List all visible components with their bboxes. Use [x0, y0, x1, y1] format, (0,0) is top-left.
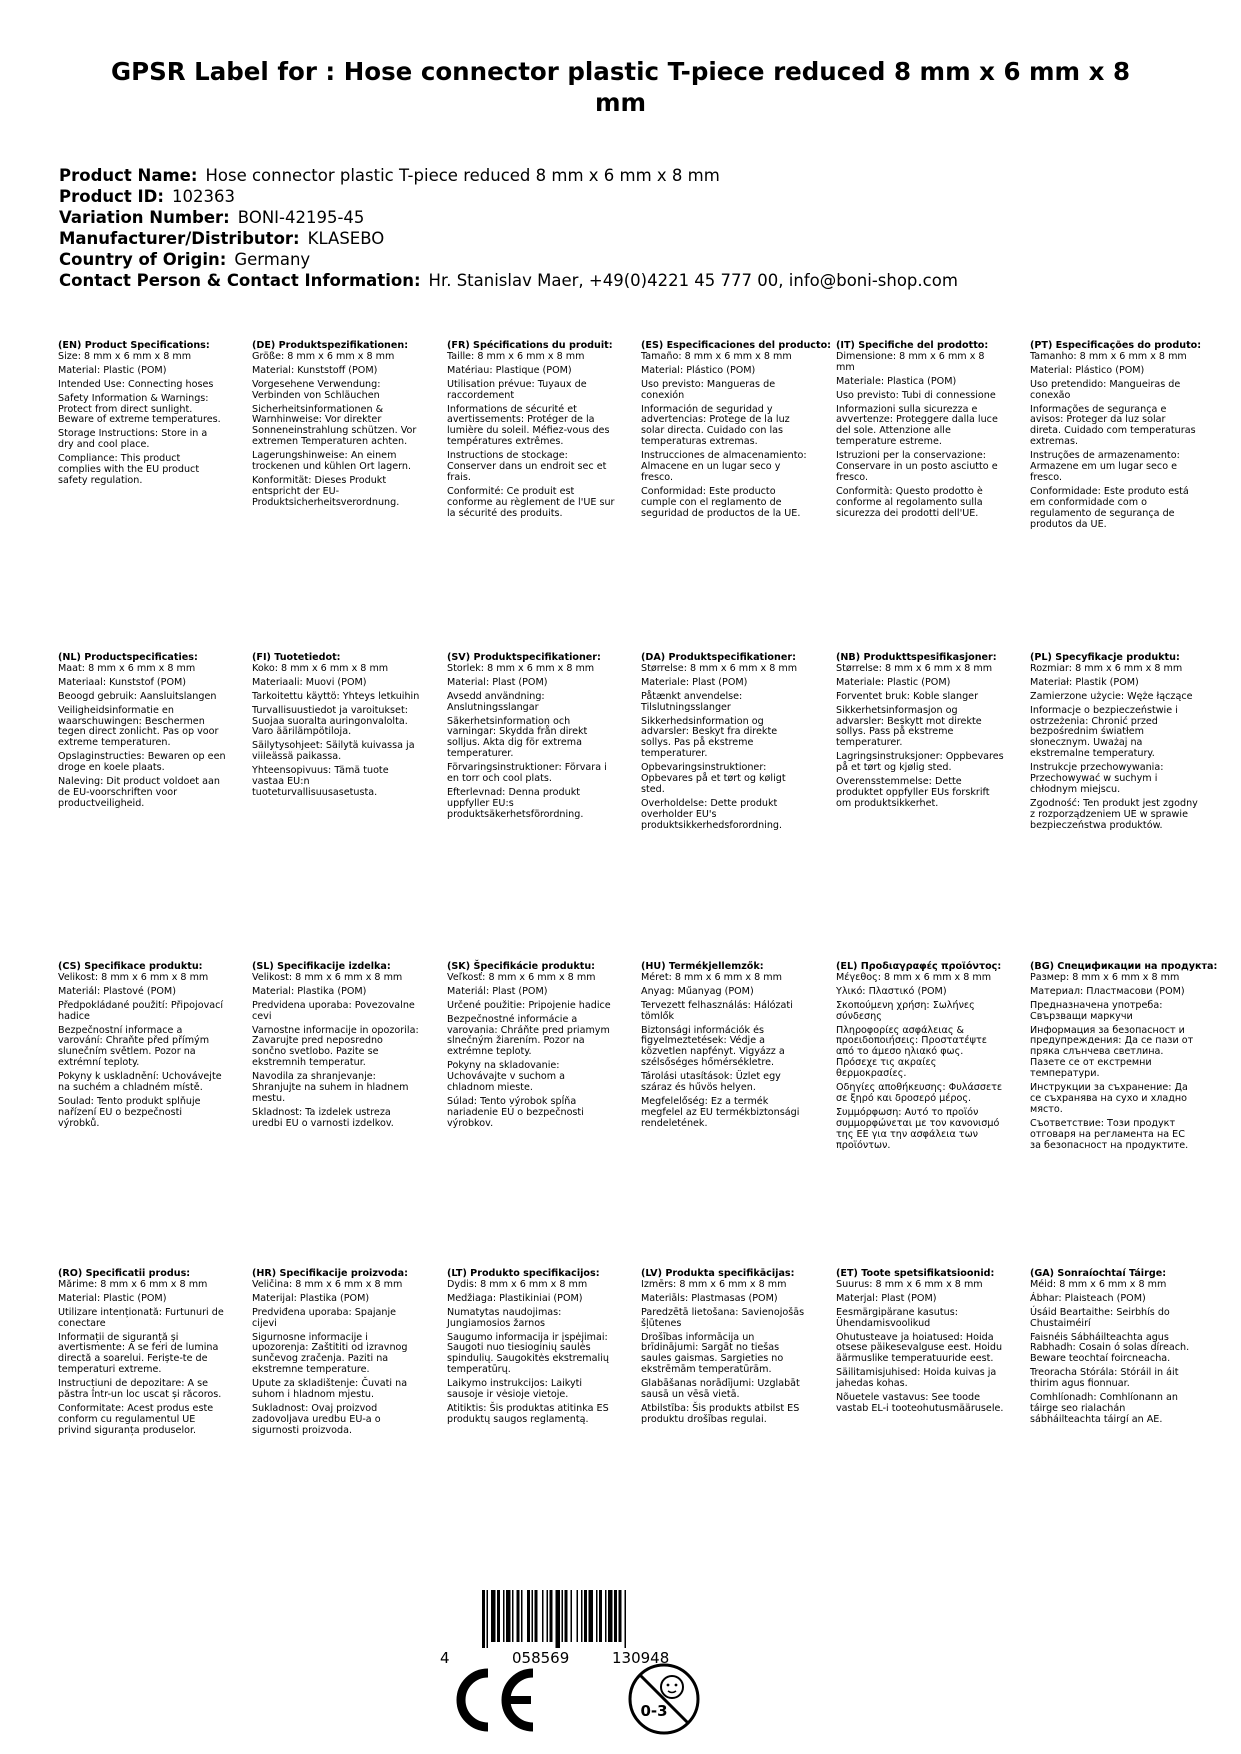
info-label: Product ID: — [59, 187, 164, 206]
barcode-bar — [565, 1590, 568, 1642]
spec-line: Säilytysohjeet: Säilytä kuivassa ja viileässä paikassa. — [252, 740, 415, 763]
spec-line: Zgodność: Ten produkt jest zgodny z rozporządzeniem UE w sprawie bezpieczeństwa produktów. — [1030, 797, 1198, 831]
spec-line: Soulad: Tento produkt splňuje nařízení EU o bezpečnosti výrobků. — [58, 1095, 201, 1129]
spec-line: Материал: Пластмасови (POM) — [1030, 985, 1185, 997]
barcode-bar — [571, 1590, 573, 1642]
page-title: GPSR Label for : Hose connector plastic T-piece reduced 8 mm x 6 mm x 8 mm — [111, 57, 1130, 117]
spec-line: Instrukcje przechowywania: Przechowywać w suchym i chłodnym miejscu. — [1030, 762, 1164, 795]
spec-line: Veličina: 8 mm x 6 mm x 8 mm — [252, 1278, 403, 1290]
spec-line: Material: Plastic (POM) — [58, 1292, 167, 1304]
spec-line: Naleving: Dit product voldoet aan de EU-voorschriften voor productveiligheid. — [58, 776, 220, 809]
spec-line: Material: Plástico (POM) — [641, 364, 756, 376]
barcode-bar — [625, 1590, 627, 1648]
spec-line: Maat: 8 mm x 6 mm x 8 mm — [58, 662, 196, 674]
spec-line: Предназначена употреба: Свързващи маркучи — [1030, 999, 1163, 1022]
language-block — [58, 653, 226, 813]
info-value: Hr. Stanislav Maer, +49(0)4221 45 777 00, info@boni-shop.com — [428, 271, 958, 290]
spec-line: Overensstemmelse: Dette produktet oppfyller EUs forskrift om produktsikkerhet. — [836, 776, 990, 809]
spec-line: Säilitamisjuhised: Hoida kuivas ja jahedas kohas. — [836, 1367, 997, 1390]
spec-line: Drošības informācija un brīdinājumi: Sargāt no tiešas saules gaismas. Sargieties no ekstrēmām temperatūrām. — [641, 1331, 784, 1376]
spec-line: Størrelse: 8 mm x 6 mm x 8 mm — [836, 662, 993, 674]
spec-line: Utilisation prévue: Tuyaux de raccordement — [447, 378, 587, 401]
spec-line: Atbilstība: Šis produkts atbilst ES produktu drošības regulai. — [641, 1402, 800, 1425]
spec-line: Materiāls: Plastmasas (POM) — [641, 1292, 778, 1304]
language-block — [1030, 340, 1202, 534]
spec-line: Suurus: 8 mm x 6 mm x 8 mm — [836, 1278, 983, 1290]
barcode-bar — [614, 1590, 617, 1642]
language-heading: (SK) Špecifikácie produktu: — [447, 961, 596, 972]
barcode-bar — [506, 1590, 511, 1642]
language-heading: (SL) Specifikacije izdelka: — [252, 961, 391, 972]
spec-line: Anyag: Műanyag (POM) — [641, 985, 754, 997]
language-heading: (DA) Produktspecifikationer: — [641, 652, 796, 663]
barcode-bar — [605, 1590, 607, 1642]
language-block — [252, 341, 420, 512]
info-label: Manufacturer/Distributor: — [59, 229, 300, 248]
spec-line: Intended Use: Connecting hoses — [58, 378, 214, 390]
barcode-bar — [599, 1590, 602, 1642]
spec-line: Opbevaringsinstruktioner: Opbevares på et tørt og køligt sted. — [641, 762, 786, 795]
barcode-bar — [491, 1590, 496, 1642]
language-heading: (DE) Produktspezifikationen: — [252, 340, 409, 351]
info-label: Variation Number: — [59, 208, 230, 227]
language-heading: (IT) Specifiche del prodotto: — [836, 340, 989, 351]
spec-line: Megfelelőség: Ez a termék megfelel az EU termékbiztonsági rendeletének. — [641, 1095, 800, 1129]
barcode-bar — [535, 1590, 538, 1642]
language-heading: (NL) Productspecificaties: — [58, 652, 198, 663]
spec-line: Συμμόρφωση: Αυτό το προϊόν συμμορφώνεται με τον κανονισμό της ΕΕ για την ασφάλεια των προϊόντων. — [836, 1106, 1000, 1151]
spec-line: Tamanho: 8 mm x 6 mm x 8 mm — [1030, 350, 1187, 362]
language-block — [641, 653, 809, 835]
barcode-bar — [584, 1590, 587, 1642]
spec-line: Informations de sécurité et avertissements: Protéger de la lumière du soleil. Méfiez-vous des températures extrêmes. — [447, 403, 610, 448]
spec-line: Tervezett felhasználás: Hálózati tömlők — [641, 999, 793, 1022]
language-heading: (FR) Spécifications du produit: — [447, 340, 613, 351]
barcode-digit-lead: 4 — [440, 1649, 450, 1667]
spec-line: Tarkoitettu käyttö: Yhteys letkuihin — [252, 690, 420, 702]
language-heading: (PT) Especificações do produto: — [1030, 340, 1202, 351]
spec-line: Pokyny na skladovanie: Uchovávajte v suchom a chladnom mieste. — [447, 1060, 566, 1094]
not-for-children-0-3-icon — [626, 1661, 702, 1737]
spec-line: Materiaal: Kunststof (POM) — [58, 676, 187, 688]
spec-line: Tamaño: 8 mm x 6 mm x 8 mm — [641, 350, 792, 362]
spec-line: Sigurnosne informacije i upozorenja: Zaštititi od izravnog sunčevog zračenja. Paziti na ekstremne temperature. — [252, 1331, 408, 1376]
language-block — [641, 962, 809, 1133]
spec-line: Material: Plástico (POM) — [1030, 364, 1145, 376]
spec-line: Materiale: Plastic (POM) — [836, 676, 951, 688]
spec-line: Zamierzone użycie: Węże łączące — [1030, 690, 1193, 702]
spec-line: Efterlevnad: Denna produkt uppfyller EU:s produktsäkerhetsförordning. — [447, 786, 584, 820]
barcode-bar — [619, 1590, 622, 1642]
language-heading: (GA) Sonraíochtaí Táirge: — [1030, 1268, 1167, 1279]
spec-line: Předpokládané použití: Připojovací hadice — [58, 999, 224, 1022]
spec-line: Size: 8 mm x 6 mm x 8 mm — [58, 350, 192, 362]
barcode-bar — [532, 1590, 534, 1642]
language-heading: (SV) Produktspecifikationer: — [447, 652, 601, 663]
spec-line: Veľkosť: 8 mm x 6 mm x 8 mm — [447, 971, 596, 983]
spec-line: Numatytas naudojimas: Jungiamosios žarnos — [447, 1306, 562, 1329]
spec-line: Utilizare intenționată: Furtunuri de conectare — [58, 1306, 224, 1329]
spec-line: Nõuetele vastavus: See toode vastab EL-i tooteohutusmäärusele. — [836, 1392, 1004, 1414]
language-block — [252, 1269, 420, 1440]
spec-line: Größe: 8 mm x 6 mm x 8 mm — [252, 350, 395, 362]
spec-line: Instructions de stockage: Conserver dans un endroit sec et frais. — [447, 450, 607, 483]
language-block — [1030, 961, 1218, 1155]
spec-line: Predviđena uporaba: Spajanje cijevi — [252, 1306, 397, 1329]
spec-line: Rozmiar: 8 mm x 6 mm x 8 mm — [1030, 662, 1183, 674]
spec-line: Navodila za shranjevanje: Shranjujte na suhem in hladnem mestu. — [252, 1071, 409, 1104]
language-heading: (RO) Specificatii produs: — [58, 1268, 191, 1279]
spec-line: Materiał: Plastik (POM) — [1030, 676, 1139, 688]
language-block — [447, 653, 615, 824]
spec-line: Beoogd gebruik: Aansluitslangen — [58, 690, 217, 702]
spec-line: Informazioni sulla sicurezza e avvertenze: Proteggere dalla luce del sole. Attenzione alle temperature estreme. — [836, 403, 998, 448]
spec-line: Sukladnost: Ovaj proizvod zadovoljava uredbu EU-a o sigurnosti proizvoda. — [252, 1402, 381, 1436]
spec-line: Safety Information & Warnings: Protect from direct sunlight. Beware of extreme temperatures. — [58, 392, 221, 426]
spec-line: Sikkerhetsinformasjon og advarsler: Beskytt mot direkte sollys. Pass på ekstreme temperaturer. — [836, 704, 982, 749]
language-block — [58, 1269, 226, 1440]
info-value: KLASEBO — [307, 229, 385, 248]
ean-barcode — [440, 1590, 740, 1670]
barcode-bar — [517, 1590, 520, 1642]
spec-line: Velikost: 8 mm x 6 mm x 8 mm — [252, 971, 403, 983]
spec-line: Materiál: Plast (POM) — [447, 985, 548, 997]
spec-line: Lagerungshinweise: An einem trockenen und kühlen Ort lagern. — [252, 450, 412, 473]
spec-line: Σκοπούμενη χρήση: Σωλήνες σύνδεσης — [836, 999, 975, 1022]
spec-line: Sikkerhedsinformation og advarsler: Beskyt fra direkte sollys. Pas på ekstreme temperaturer. — [641, 715, 778, 760]
spec-line: Upute za skladištenje: Čuvati na suhom i hladnom mjestu. — [252, 1378, 408, 1401]
barcode-bar — [482, 1590, 485, 1648]
spec-line: Ábhar: Plaisteach (POM) — [1030, 1292, 1146, 1304]
spec-line: Conformitate: Acest produs este conform cu regulamentul UE privind siguranța produselor. — [58, 1402, 214, 1436]
spec-line: Treoracha Stórála: Stóráil in áit thirim agus fionnuar. — [1030, 1367, 1179, 1390]
spec-line: Velikost: 8 mm x 6 mm x 8 mm — [58, 971, 209, 983]
language-heading: (LV) Produkta specifikācijas: — [641, 1268, 795, 1279]
spec-line: Laikymo instrukcijos: Laikyti sausoje ir vėsioje vietoje. — [447, 1378, 583, 1401]
info-row — [59, 249, 1189, 270]
product-info — [59, 165, 1189, 291]
info-value: Hose connector plastic T-piece reduced 8 mm x 6 mm x 8 mm — [205, 166, 720, 185]
ce-mark-icon — [453, 1667, 543, 1733]
spec-line: Dydis: 8 mm x 6 mm x 8 mm — [447, 1278, 588, 1290]
spec-line: Medžiaga: Plastikiniai (POM) — [447, 1292, 583, 1304]
spec-line: Material: Plastic (POM) — [58, 364, 167, 376]
spec-line: Conformidad: Este producto cumple con el reglamento de seguridad de productos de la UE. — [641, 485, 801, 519]
barcode-bar — [562, 1590, 564, 1642]
language-block — [58, 341, 226, 490]
spec-line: Lagringsinstruksjoner: Oppbevares på et tørt og kjølig sted. — [836, 751, 1004, 774]
spec-line: Materiale: Plastica (POM) — [836, 375, 957, 387]
spec-line: Méid: 8 mm x 6 mm x 8 mm — [1030, 1278, 1167, 1290]
language-block — [1030, 653, 1198, 835]
info-value: 102363 — [171, 187, 235, 206]
spec-line: Säkerhetsinformation och varningar: Skydda från direkt solljus. Akta dig för extrema temperaturer. — [447, 715, 588, 760]
spec-line: Skladnost: Ta izdelek ustreza uredbi EU o varnosti izdelkov. — [252, 1106, 394, 1129]
language-block — [1030, 1269, 1198, 1429]
language-block — [447, 341, 615, 523]
spec-line: Инструкции за съхранение: Да се съхранява на сухо и хладно място. — [1030, 1082, 1188, 1115]
spec-line: Material: Plastika (POM) — [252, 985, 367, 997]
spec-line: Určené použitie: Pripojenie hadice — [447, 999, 611, 1011]
info-row — [59, 165, 1189, 186]
spec-line: Mărime: 8 mm x 6 mm x 8 mm — [58, 1278, 208, 1290]
spec-line: Material: Plast (POM) — [447, 676, 548, 688]
spec-line: Opslaginstructies: Bewaren op een droge en koele plaats. — [58, 751, 226, 774]
spec-line: Informações de segurança e avisos: Proteger da luz solar direta. Cuidado com temperaturas extremas. — [1030, 403, 1196, 448]
spec-line: Conformité: Ce produit est conforme au règlement de l'UE sur la sécurité des produits. — [447, 485, 615, 519]
spec-line: Atitiktis: Šis produktas atitinka ES produktų saugos reglamentą. — [447, 1402, 609, 1425]
age-label: 0-3 — [640, 1702, 668, 1720]
spec-line: Avsedd användning: Anslutningsslangar — [447, 690, 545, 713]
spec-line: Instruções de armazenamento: Armazene em um lugar seco e fresco. — [1030, 450, 1180, 483]
spec-line: Istruzioni per la conservazione: Conservare in un posto asciutto e fresco. — [836, 450, 998, 483]
spec-line: Pokyny k uskladnění: Uchovávejte na suchém a chladném místě. — [58, 1071, 222, 1094]
language-heading: (EN) Product Specifications: — [58, 340, 210, 351]
language-block — [836, 341, 1004, 523]
spec-line: Materjal: Plast (POM) — [836, 1292, 937, 1304]
language-heading: (HR) Specifikacije proizvoda: — [252, 1268, 408, 1279]
spec-line: Conformidade: Este produto está em conformidade com o regulamento de segurança de produtos da UE. — [1030, 485, 1189, 530]
spec-line: Materiaali: Muovi (POM) — [252, 676, 367, 688]
spec-line: Storage Instructions: Store in a dry and cool place. — [58, 428, 208, 451]
spec-line: Υλικό: Πλαστικό (POM) — [836, 985, 947, 997]
barcode-bar — [608, 1590, 613, 1642]
spec-line: Sicherheitsinformationen & Warnhinweise: Vor direkter Sonneneinstrahlung schützen. Vor extremen Temperaturen achten. — [252, 403, 417, 448]
spec-line: Instrucțiuni de depozitare: A se păstra într-un loc uscat și răcoros. — [58, 1378, 222, 1401]
spec-line: Materiál: Plastové (POM) — [58, 985, 176, 997]
barcode-digits-left: 058569 — [512, 1649, 570, 1667]
spec-line: Yhteensopivuus: Tämä tuote vastaa EU:n tuoteturvallisuusasetusta. — [252, 765, 389, 798]
language-block — [447, 962, 615, 1133]
barcode-bar — [542, 1590, 544, 1642]
spec-line: Tárolási utasítások: Üzlet egy száraz és hűvös helyen. — [641, 1071, 781, 1094]
spec-line: Overholdelse: Dette produkt overholder EU's produktsikkerhedsforordning. — [641, 797, 783, 831]
spec-line: Saugumo informacija ir įspėjimai: Saugoti nuo tiesioginių saulės spindulių. Saugokitės ekstremalių temperatūrų. — [447, 1331, 609, 1376]
barcode-bar — [547, 1590, 549, 1642]
spec-line: Instrucciones de almacenamiento: Almacene en un lugar seco y fresco. — [641, 450, 807, 483]
spec-line: Taille: 8 mm x 6 mm x 8 mm — [447, 350, 585, 362]
language-block — [58, 962, 226, 1133]
barcode-bar — [550, 1590, 553, 1642]
spec-line: Biztonsági információk és figyelmeztetések: Védje a közvetlen napfényt. Vigyázz a szélsőséges hőmérsékletre. — [641, 1024, 785, 1069]
barcode-bar — [503, 1590, 505, 1642]
spec-line: Размер: 8 mm x 6 mm x 8 mm — [1030, 971, 1180, 983]
spec-line: Faisnéis Sábháilteachta agus Rabhadh: Cosain ó solas díreach. Beware teochtaí foircneacha. — [1030, 1331, 1190, 1365]
spec-line: Información de seguridad y advertencias: Protege de la luz solar directa. Cuidado con las temperaturas extremas. — [641, 403, 790, 448]
spec-line: Turvallisuustiedot ja varoitukset: Suojaa suoralta auringonvalolta. Varo äärilämpötiloja. — [252, 704, 408, 738]
barcode-bar — [487, 1590, 489, 1648]
language-block — [252, 962, 420, 1133]
spec-line: Uso pretendido: Mangueiras de conexão — [1030, 378, 1181, 401]
spec-line: Ohutusteave ja hoiatused: Hoida otsese päikesevalguse eest. Hoidu äärmuslike temperatuuride eest. — [836, 1331, 1003, 1365]
spec-line: Materijal: Plastika (POM) — [252, 1292, 370, 1304]
spec-line: Информация за безопасност и предупреждения: Да се пази от пряка слънчева светлина. Пазете се от екстремни температури. — [1030, 1024, 1194, 1080]
language-block — [447, 1269, 615, 1429]
spec-line: Compliance: This product complies with the EU product safety regulation. — [58, 453, 200, 486]
info-row — [59, 207, 1189, 228]
language-heading: (ES) Especificaciones del producto: — [641, 340, 832, 351]
barcode-bar — [521, 1590, 523, 1642]
language-block — [641, 340, 832, 523]
spec-line: Varnostne informacije in opozorila: Zavarujte pred neposredno sončno svetlobo. Pazite se ekstremnih temperatur. — [252, 1024, 419, 1069]
spec-line: Πληροφορίες ασφάλειας & προειδοποιήσεις: Προστατέψτε από το άμεσο ηλιακό φως. Πρόσεχε τις ακραίες θερμοκρασίες. — [836, 1024, 987, 1080]
barcode-bar — [581, 1590, 583, 1642]
spec-line: Veiligheidsinformatie en waarschuwingen: Beschermen tegen direct zonlicht. Pas op voor extreme temperaturen. — [58, 704, 219, 749]
language-heading: (BG) Спецификации на продукта: — [1030, 961, 1218, 972]
spec-line: Storlek: 8 mm x 6 mm x 8 mm — [447, 662, 595, 674]
spec-line: Uso previsto: Tubi di connessione — [836, 389, 996, 401]
spec-line: Material: Kunststoff (POM) — [252, 364, 378, 376]
language-heading: (EL) Προδιαγραφές προϊόντος: — [836, 961, 1002, 972]
info-label: Country of Origin: — [59, 250, 227, 269]
spec-line: Påtænkt anvendelse: Tilslutningsslanger — [641, 690, 743, 713]
spec-line: Méret: 8 mm x 6 mm x 8 mm — [641, 971, 782, 983]
spec-line: Informacje o bezpieczeństwie i ostrzeżenia: Chronić przed bezpośrednim światłem słonecznym. Uważaj na ekstremalne temperatury. — [1030, 704, 1178, 760]
spec-line: Súlad: Tento výrobok spĺňa nariadenie EÚ o bezpečnosti výrobkov. — [447, 1095, 584, 1129]
spec-line: Eesmärgipärane kasutus: Ühendamisvoolikud — [836, 1306, 958, 1329]
info-row — [59, 228, 1189, 249]
spec-line: Bezpečnostné informácie a varovania: Chráňte pred priamym slnečným žiarením. Pozor na extrémne teploty. — [447, 1013, 610, 1058]
info-value: Germany — [234, 250, 311, 269]
spec-line: Οδηγίες αποθήκευσης: Φυλάσσετε σε ξηρό και δροσερό μέρος. — [836, 1082, 1003, 1104]
spec-line: Izmērs: 8 mm x 6 mm x 8 mm — [641, 1278, 787, 1290]
spec-line: Paredzētā lietošana: Savienojošās šļūtenes — [641, 1306, 805, 1329]
language-heading: (FI) Tuotetiedot: — [252, 652, 341, 663]
barcode-bar — [596, 1590, 598, 1642]
spec-line: Predvidena uporaba: Povezovalne cevi — [252, 999, 415, 1022]
language-heading: (LT) Produkto specifikacijos: — [447, 1268, 600, 1279]
spec-line: Størrelse: 8 mm x 6 mm x 8 mm — [641, 662, 798, 674]
language-block — [836, 962, 1004, 1155]
barcode-bar — [556, 1590, 561, 1648]
spec-line: Matériau: Plastique (POM) — [447, 364, 572, 376]
spec-line: Bezpečnostní informace a varování: Chraňte před přímým slunečním světlem. Pozor na extrémní teploty. — [58, 1024, 210, 1069]
spec-line: Conformità: Questo prodotto è conforme al regolamento sulla sicurezza dei prodotti dell'UE. — [836, 485, 983, 519]
spec-line: Informații de siguranță și avertismente: A se feri de lumina directă a soarelui. Feriște-te de temperaturi extreme. — [58, 1331, 219, 1376]
spec-line: Konformität: Dieses Produkt entspricht der EU-Produktsicherheitsverordnung. — [252, 474, 400, 508]
barcode-bar — [577, 1590, 579, 1642]
language-heading: (NB) Produkttspesifikasjoner: — [836, 652, 997, 663]
barcode-bars — [480, 1590, 700, 1648]
barcode-bar — [497, 1590, 500, 1642]
language-block — [252, 653, 420, 802]
spec-line: Comhlíonadh: Comhlíonann an táirge seo rialachán sábháilteachta táirgí an AE. — [1030, 1392, 1178, 1425]
info-value: BONI-42195-45 — [237, 208, 365, 227]
language-heading: (HU) Termékjellemzők: — [641, 961, 764, 972]
spec-line: Μέγεθος: 8 mm x 6 mm x 8 mm — [836, 971, 992, 983]
spec-line: Glabāšanas norādījumi: Uzglabāt sausā un vēsā vietā. — [641, 1378, 800, 1401]
info-row — [59, 186, 1189, 207]
barcode-bar — [512, 1590, 514, 1642]
spec-line: Koko: 8 mm x 6 mm x 8 mm — [252, 662, 389, 674]
info-label: Contact Person & Contact Information: — [59, 271, 421, 290]
language-heading: (CS) Specifikace produktu: — [58, 961, 203, 972]
spec-line: Materiale: Plast (POM) — [641, 676, 748, 688]
spec-line: Съответствие: Този продукт отговаря на регламента на ЕС за безопасност на продуктите. — [1030, 1117, 1189, 1151]
info-row — [59, 270, 1189, 291]
spec-line: Vorgesehene Verwendung: Verbinden von Schläuchen — [252, 378, 381, 401]
language-heading: (PL) Specyfikacje produktu: — [1030, 652, 1180, 663]
spec-line: Úsáid Beartaithe: Seirbhís do Chustaiméirí — [1030, 1306, 1170, 1329]
barcode-bar — [527, 1590, 530, 1642]
language-block — [836, 653, 1004, 813]
spec-line: Uso previsto: Mangueras de conexión — [641, 378, 776, 401]
barcode-digits-right: 130948 — [612, 1649, 670, 1667]
spec-line: Förvaringsinstruktioner: Förvara i en torr och cool plats. — [447, 762, 607, 785]
barcode-bar — [589, 1590, 594, 1642]
info-label: Product Name: — [59, 166, 198, 185]
spec-line: Dimensione: 8 mm x 6 mm x 8 mm — [836, 350, 985, 373]
language-block — [641, 1269, 809, 1429]
spec-line: Forventet bruk: Koble slanger — [836, 690, 979, 702]
language-heading: (ET) Toote spetsifikatsioonid: — [836, 1268, 995, 1279]
language-block — [836, 1269, 1004, 1418]
